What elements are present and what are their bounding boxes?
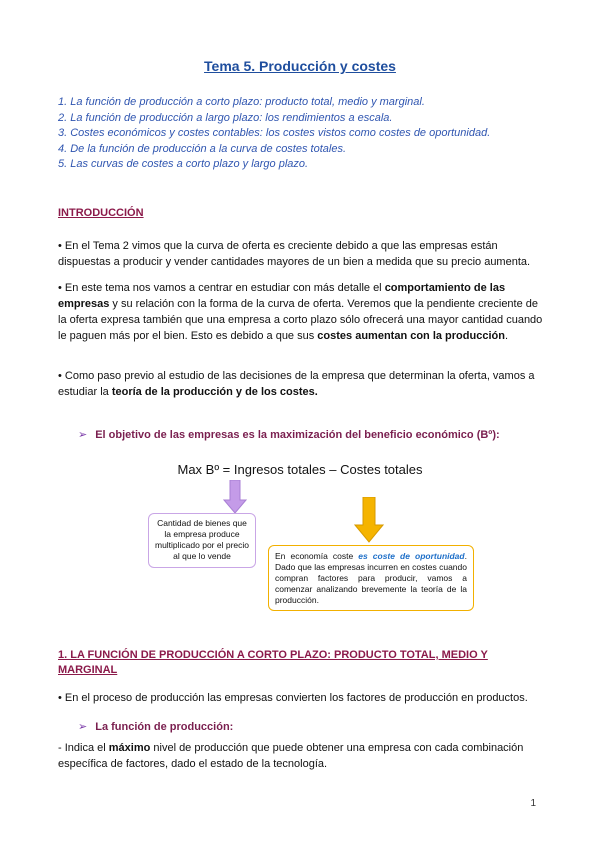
document-title: Tema 5. Producción y costes bbox=[204, 58, 396, 74]
section-1-heading: 1. LA FUNCIÓN DE PRODUCCIÓN A CORTO PLAZO: PRODUCTO TOTAL, MEDIO Y MARGINAL bbox=[58, 649, 488, 676]
bold-text: teoría de la producción y de los costes. bbox=[111, 386, 318, 398]
intro-paragraph-3 bbox=[58, 368, 544, 400]
intro-paragraph-2 bbox=[58, 280, 544, 344]
arrow-bullet-icon: ➢ bbox=[78, 429, 88, 441]
text-run: . Dado que las empresas incurren en costes cuando compran factores para producir, vamos a comenzar analizando brevemente la teoría de la producción. bbox=[275, 551, 467, 605]
revenue-callout: Cantidad de bienes que la empresa produce multiplicado por el precio al que lo vende bbox=[148, 513, 256, 568]
intro-heading: INTRODUCCIÓN bbox=[58, 207, 144, 219]
text-run: • Como paso previo al estudio de las decisiones de la empresa que determinan la oferta, vamos a estudiar la bbox=[58, 370, 535, 398]
bold-text: comportamiento de las empresas bbox=[58, 282, 506, 310]
toc-item: 2. La función de producción a largo plazo: los rendimientos a escala. bbox=[58, 111, 393, 124]
toc-item: 1. La función de producción a corto plazo: producto total, medio y marginal. bbox=[58, 96, 425, 108]
toc-item: 3. Costes económicos y costes contables: los costes vistos como costes de oportunidad. bbox=[58, 127, 491, 139]
text-run: - Indica el bbox=[58, 742, 109, 754]
objective-line bbox=[78, 428, 500, 441]
text-run: y su relación con la forma de la curva de oferta. Veremos que la pendiente creciente de la oferta expresa también que una empresa a corto plazo sólo ofrecerá una mayor cantidad cuando le paguen más por el bien. Esto es debido a que sus bbox=[58, 298, 543, 342]
text-run: En economía coste bbox=[275, 551, 359, 561]
objective-text: El objetivo de las empresas es la maximización del beneficio económico (Bº): bbox=[95, 429, 500, 441]
section-1-paragraph-1: • En el proceso de producción las empresas convierten los factores de producción en productos. bbox=[58, 692, 528, 704]
page-number: 1 bbox=[530, 798, 536, 809]
bold-text: máximo bbox=[108, 742, 151, 754]
bold-text: costes aumentan con la producción bbox=[317, 330, 505, 342]
text-run: . bbox=[504, 330, 509, 342]
section-1-paragraph-2 bbox=[58, 740, 544, 772]
text-run: • En este tema nos vamos a centrar en estudiar con más detalle el bbox=[58, 282, 385, 294]
toc-item: 5. Las curvas de costes a corto plazo y largo plazo. bbox=[58, 158, 309, 170]
intro-paragraph-1: • En el Tema 2 vimos que la curva de oferta es creciente debido a que las empresas están dispuestas a producir y vender cantidades mayores de un bien a medida que su precio aumenta. bbox=[58, 240, 531, 268]
subheading-text: La función de producción: bbox=[95, 721, 234, 733]
highlight-text: es coste de oportunidad bbox=[358, 551, 465, 561]
purple-down-arrow-icon bbox=[223, 480, 247, 514]
arrow-bullet-icon: ➢ bbox=[78, 721, 88, 733]
cost-callout bbox=[268, 545, 474, 611]
profit-formula: Max Bº = Ingresos totales – Costes totales bbox=[177, 462, 423, 477]
table-of-contents bbox=[58, 95, 490, 173]
orange-down-arrow-icon bbox=[354, 497, 384, 543]
text-run: nivel de producción que puede obtener una empresa con cada combinación específica de factores, dado el estado de la tecnología. bbox=[58, 742, 524, 770]
toc-item: 4. De la función de producción a la curva de costes totales. bbox=[58, 142, 347, 155]
production-function-subheading bbox=[78, 720, 233, 733]
